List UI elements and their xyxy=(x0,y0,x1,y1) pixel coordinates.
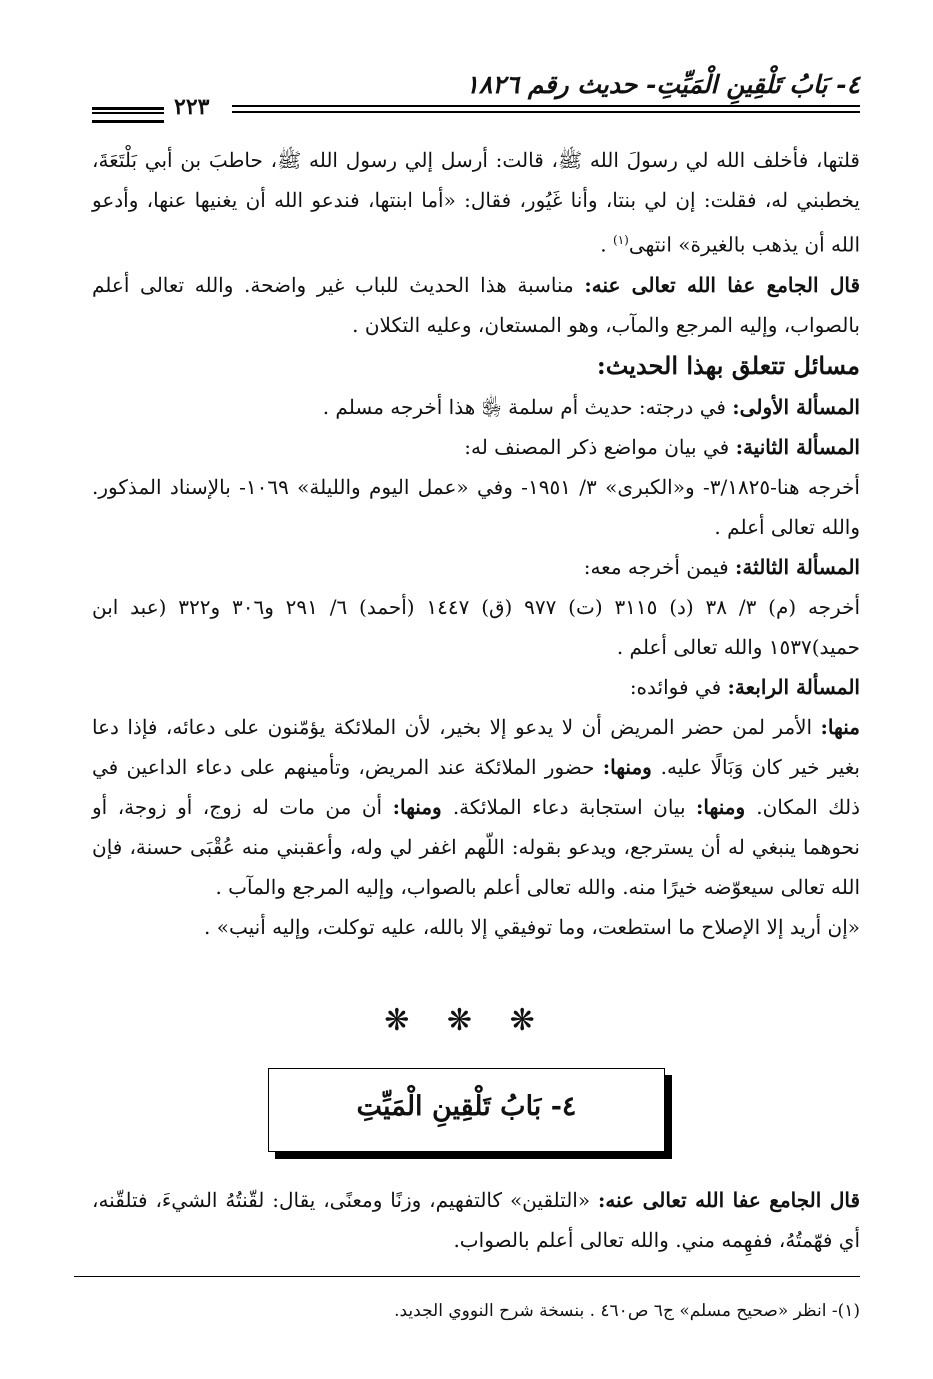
issue-1-text: في درجته: حديث أم سلمة ﵂ هذا أخرجه مسلم . xyxy=(322,394,733,419)
issue-1 xyxy=(92,387,860,427)
running-header xyxy=(92,62,860,120)
issue-2 xyxy=(92,427,860,467)
issue-1-lead: المسألة الأولى: xyxy=(732,394,860,419)
benefit-4: أن من مات له زوج، أو زوجة، أو نحوهما ينبغي له أن يسترجع، ويدعو بقوله: اللّهم اغفر لي وله، وأعقبني منه عُقْبَى حسنة، فإن الله تعالى سيعوّضه خيرًا منه. والله تعالى أعلم بالصواب، وإليه المرجع والمآب . xyxy=(92,794,860,899)
issue-3-body: أخرجه (م) ٣/ ٣٨ (د) ٣١١٥ (ت) ٩٧٧ (ق) ١٤٤٧ (أحمد) ٦/ ٢٩١ و٣٠٦ و٣٢٢ (عبد ابن حميد)١٥٣٧ والله تعالى أعلم . xyxy=(92,594,860,659)
commentary-text: مناسبة هذا الحديث للباب غير واضحة. والله تعالى أعلم بالصواب، وإليه المرجع والمآب، وهو المستعان، وعليه التكلان . xyxy=(92,272,860,337)
chapter-intro-lead: قال الجامع عفا الله تعالى عنه: xyxy=(598,1188,861,1212)
footnote-divider xyxy=(74,1276,860,1277)
benefit-3: بيان استجابة دعاء الملائكة. xyxy=(452,794,697,819)
separator-stars: ❋ ❋ ❋ xyxy=(384,1003,549,1038)
issue-2-text: في بيان مواضع ذكر المصنف له: xyxy=(464,434,736,459)
benefit-lead-3: ومنها: xyxy=(696,794,757,819)
chapter-intro-paragraph xyxy=(92,1180,860,1260)
header-title: ٤- بَابُ تَلْقِينِ الْمَيِّتِ- حديث رقم ١٨٢٦ xyxy=(465,70,860,99)
paragraph-commentary xyxy=(92,265,860,345)
issue-3 xyxy=(92,547,860,587)
issue-3-text: فيمن أخرجه معه: xyxy=(583,554,736,579)
hadith-text: قلتها، فأخلف الله لي رسولَ الله ﷺ، قالت: أرسل إلي رسول الله ﷺ، حاطبَ بن أبي بَلْتَعَةَ، يخطبني له، فقلت: إن لي بنتا، وأنا غَيُور، فقال: «أما ابنتها، فندعو الله أن يغنيها عنها، وأدعو الله أن يذهب بالغيرة» انتهى xyxy=(92,148,860,257)
commentary-lead: قال الجامع عفا الله تعالى عنه: xyxy=(584,272,860,297)
closing-quote: «إن أريد إلا الإصلاح ما استطعت، وما توفيقي إلا بالله، عليه توكلت، وإليه أنيب» . xyxy=(204,914,860,939)
chapter-title: ٤- بَابُ تَلْقِينِ الْمَيِّتِ xyxy=(356,1091,577,1122)
header-rule xyxy=(232,105,860,113)
benefit-2: حضور الملائكة عند المريض، وتأمينهم على دعاء الداعين في ذلك المكان. xyxy=(92,754,861,819)
issue-2-body: أخرجه هنا-٣/١٨٢٥- و«الكبرى» ٣/ ١٩٥١- وفي «عمل اليوم والليلة» ١٠٦٩- بالإسناد المذكور. والله تعالى أعلم . xyxy=(92,474,860,539)
paragraph-hadith-end xyxy=(92,140,860,265)
issue-2-lead: المسألة الثانية: xyxy=(735,434,860,459)
footnote: (١)- انظر «صحيح مسلم» ج٦ ص٤٦٠ . بنسخة شرح النووي الجديد. xyxy=(394,1301,860,1321)
issue-4-text: في فوائده: xyxy=(629,674,728,699)
main-text xyxy=(92,140,860,947)
benefit-lead-2: ومنها: xyxy=(602,754,661,779)
footnote-marker[interactable]: (١) xyxy=(613,233,629,247)
chapter-title-box xyxy=(268,1068,665,1152)
benefit-1: الأمر لمن حضر المريض أن لا يدعو إلا بخير، لأن الملائكة يؤمّنون على دعائه، فإذا دعا بغير خير كان وَبَالًا عليه. xyxy=(92,714,860,779)
issue-4-lead: المسألة الرابعة: xyxy=(727,674,860,699)
chapter-intro xyxy=(92,1180,860,1260)
chapter-intro-text: «التلقين» كالتفهيم، وزنًا ومعنًى، يقال: لقّنتُهُ الشيءَ، فتلقّنه، أي فهّمتُهُ، ففهِمه مني. والله تعالى أعلم بالصواب. xyxy=(92,1188,860,1252)
benefit-lead-4: ومنها: xyxy=(392,794,453,819)
issue-4 xyxy=(92,667,860,707)
benefits-paragraph xyxy=(92,707,860,907)
issues-heading: مسائل تتعلق بهذا الحديث: xyxy=(596,350,860,380)
hadith-text-end: . xyxy=(600,232,614,257)
page-number: ٢٢٣ xyxy=(174,94,210,120)
issue-3-lead: المسألة الثالثة: xyxy=(735,554,860,579)
header-ornament-lines xyxy=(92,107,164,123)
benefit-lead-1: منها: xyxy=(820,714,860,739)
